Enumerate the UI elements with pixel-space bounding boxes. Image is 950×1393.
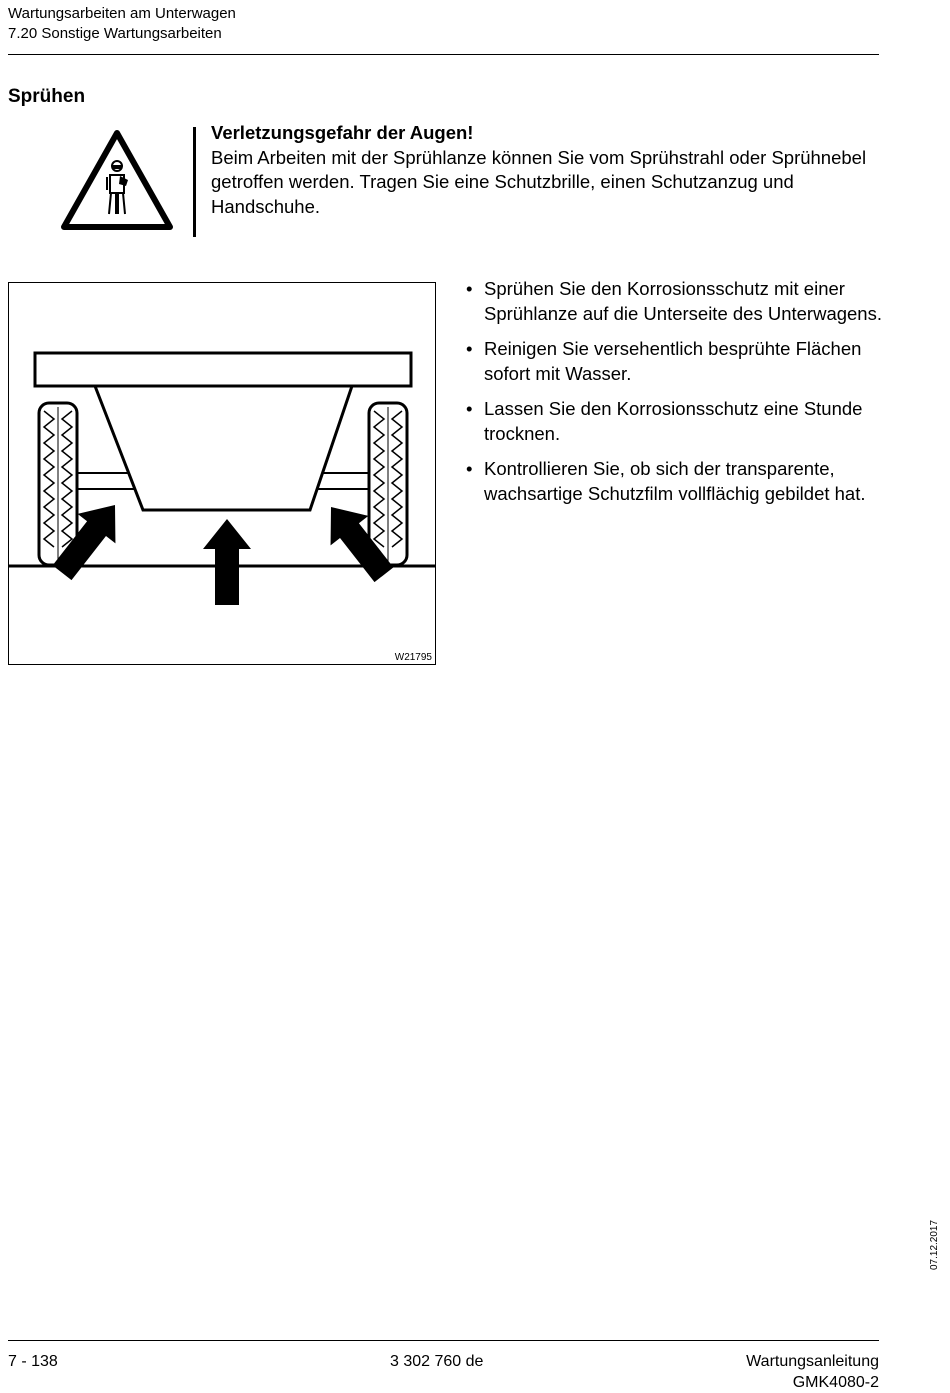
warning-bar xyxy=(193,127,196,237)
list-item xyxy=(466,397,886,446)
page-number: 7 - 138 xyxy=(8,1353,58,1370)
bullet-icon: • xyxy=(466,398,473,419)
model-name: GMK4080-2 xyxy=(792,1374,879,1391)
bullet-icon: • xyxy=(466,458,473,479)
list-item xyxy=(466,337,886,386)
side-date: 07.12.2017 xyxy=(929,1219,940,1270)
figure-id: W21795 xyxy=(394,652,432,663)
right-tire xyxy=(369,403,407,565)
bullet-icon: • xyxy=(466,338,473,359)
step-text: Reinigen Sie versehentlich besprühte Flächen sofort mit Wasser. xyxy=(484,338,862,384)
header-section: 7.20 Sonstige Wartungsarbeiten xyxy=(8,25,222,42)
spray-arrow-center xyxy=(203,519,251,605)
step-text: Sprühen Sie den Korrosionsschutz mit einer Sprühlanze auf die Unterseite des Unterwagens. xyxy=(484,278,882,324)
warning-title: Verletzungsgefahr der Augen! xyxy=(211,122,474,143)
footer-divider xyxy=(8,1340,879,1341)
bullet-icon: • xyxy=(466,278,473,299)
frame-beam xyxy=(35,353,411,386)
warning-body: Beim Arbeiten mit der Sprühlanze können Sie vom Sprühstrahl oder Sprühnebel getroffen werden. Tragen Sie eine Schutzbrille, einen Schutzanzug und Handschuhe. xyxy=(211,146,867,217)
doc-number: 3 302 760 de xyxy=(390,1353,484,1370)
header-chapter: Wartungsarbeiten am Unterwagen xyxy=(8,5,236,22)
step-text: Kontrollieren Sie, ob sich der transparente, wachsartige Schutzfilm vollflächig gebildet hat. xyxy=(484,458,866,504)
underbody-spray-figure xyxy=(8,282,436,665)
eye-hazard-warning-icon xyxy=(60,128,174,232)
page-header xyxy=(8,4,236,44)
warning-message xyxy=(211,121,881,219)
underbody-hull xyxy=(95,386,352,510)
doc-type: Wartungsanleitung xyxy=(746,1353,879,1370)
list-item xyxy=(466,277,886,326)
left-tire xyxy=(39,403,77,565)
section-title: Sprühen xyxy=(8,86,86,107)
list-item xyxy=(466,457,886,506)
header-divider xyxy=(8,54,879,55)
instruction-list xyxy=(466,277,886,517)
step-text: Lassen Sie den Korrosionsschutz eine Stunde trocknen. xyxy=(484,398,863,444)
